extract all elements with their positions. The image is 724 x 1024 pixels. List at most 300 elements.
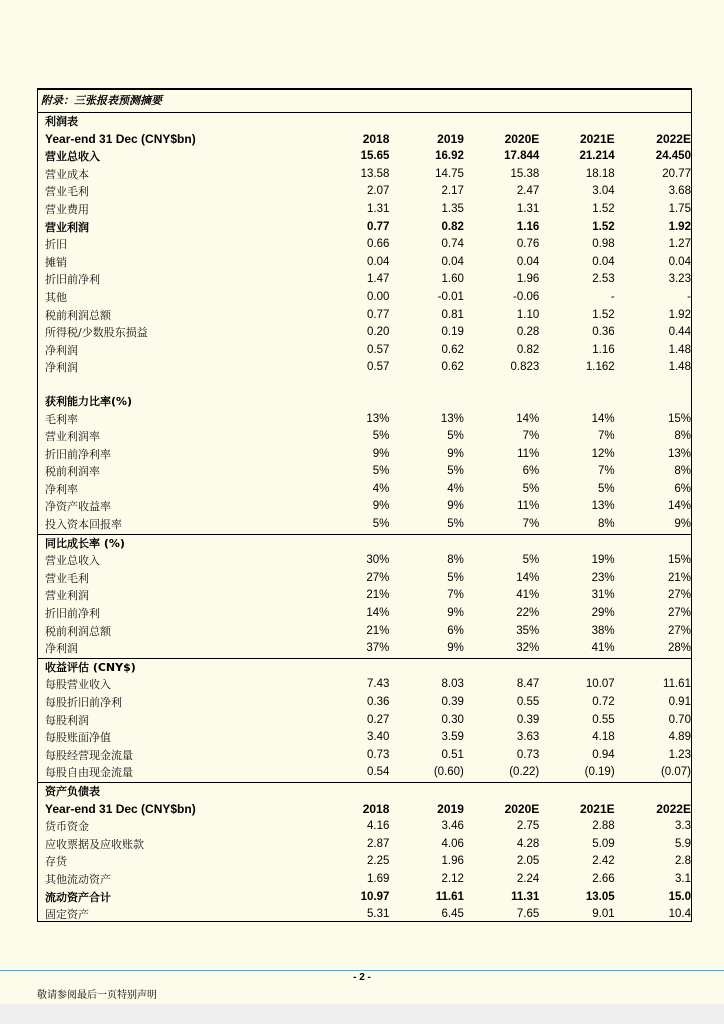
cell-2021e: 0.98 xyxy=(592,238,615,251)
cell-2018: 0.54 xyxy=(367,766,390,779)
cell-2020e: 0.82 xyxy=(516,343,540,356)
cell-2018: 4.16 xyxy=(367,820,390,833)
cell-2022e: 1.92 xyxy=(668,308,691,321)
cell-2022e: 28% xyxy=(667,642,691,655)
table-row xyxy=(38,516,691,534)
cell-2018: 0.36 xyxy=(367,696,390,708)
cell-2022e: 1.23 xyxy=(668,748,691,761)
cell-2018: 2018 xyxy=(362,801,390,816)
cell-2020e: 2020E xyxy=(504,801,540,816)
cell-2020e: 0.28 xyxy=(516,326,540,339)
cell-2020e: 2.75 xyxy=(516,820,540,833)
cell-2021e: 38% xyxy=(591,624,615,637)
cell-2020e: 3.63 xyxy=(516,731,540,744)
cell-2022e: 10.4 xyxy=(668,908,691,921)
table-row xyxy=(38,729,691,747)
table-row xyxy=(38,481,691,499)
cell-2022e: 2.8 xyxy=(674,855,691,868)
cell-2019: 1.35 xyxy=(441,202,464,215)
table-row xyxy=(38,183,691,201)
cell-2019: 0.82 xyxy=(441,220,464,233)
cell-2021e: 1.52 xyxy=(592,202,615,215)
cell-2022e: 27% xyxy=(667,624,691,637)
table-row xyxy=(38,836,691,854)
cell-2018: 21% xyxy=(366,589,390,602)
cell-2020e: 11% xyxy=(517,447,540,460)
cell-2019: 2019 xyxy=(437,801,464,816)
cell-2022e: 3.68 xyxy=(668,185,691,198)
row-label: 每股折旧前净利 xyxy=(45,696,122,709)
table-row xyxy=(38,871,691,889)
cell-2022e: 3.23 xyxy=(668,273,691,286)
footer-divider xyxy=(0,970,724,971)
cell-2021e: 8% xyxy=(598,518,615,531)
cell-2019: 13% xyxy=(440,412,464,425)
cell-2018: 10.97 xyxy=(360,890,390,903)
cell-2022e: 8% xyxy=(674,430,691,443)
cell-2022e: 6% xyxy=(674,482,691,495)
row-label: 同比成长率 (%) xyxy=(45,536,125,550)
cell-2020e: 41% xyxy=(516,589,540,602)
table-row xyxy=(38,640,691,658)
cell-2021e: 1.162 xyxy=(585,361,615,374)
cell-2019: 0.74 xyxy=(441,238,464,251)
section-heading-row xyxy=(38,535,691,553)
cell-2021e: 18.18 xyxy=(585,167,615,180)
table-row xyxy=(38,906,691,924)
cell-2018: 0.73 xyxy=(367,748,390,761)
cell-2021e: 0.04 xyxy=(592,255,615,268)
cell-2018: 1.47 xyxy=(367,273,390,286)
cell-2018: 21% xyxy=(366,624,390,637)
cell-2020e: 11.31 xyxy=(511,890,540,903)
cell-2022e: 0.91 xyxy=(668,696,691,708)
cell-2021e: 4.18 xyxy=(592,731,615,744)
summary-table-frame xyxy=(37,88,692,922)
cell-2018: 2.07 xyxy=(367,185,390,198)
cell-2020e: 22% xyxy=(516,607,540,620)
cell-2022e: 1.48 xyxy=(668,343,691,356)
cell-2018: 30% xyxy=(366,554,390,567)
cell-2022e: 1.75 xyxy=(668,202,691,215)
row-label: 货币资金 xyxy=(45,820,89,834)
bottom-band xyxy=(0,1004,724,1024)
cell-2021e: 12% xyxy=(591,447,615,460)
cell-2018: 9% xyxy=(372,500,390,513)
row-label: 流动资产合计 xyxy=(45,890,111,904)
cell-2018: 5% xyxy=(372,465,390,478)
cell-2021e: 41% xyxy=(591,642,615,655)
cell-2018: 0.66 xyxy=(367,238,390,251)
cell-2021e: 5% xyxy=(598,482,615,495)
cell-2018: 0.77 xyxy=(367,308,390,321)
cell-2020e: 4.28 xyxy=(516,837,540,850)
cell-2022e: 5.9 xyxy=(674,837,691,850)
table-section xyxy=(38,535,691,659)
row-label: 毛利率 xyxy=(45,412,78,426)
row-label: 应收票据及应收账款 xyxy=(45,837,144,851)
disclaimer-text: 敬请参阅最后一页特别声明 xyxy=(37,990,157,1001)
row-label: 其他流动资产 xyxy=(45,872,111,886)
row-label: 营业费用 xyxy=(45,202,89,216)
cell-2018: 2.25 xyxy=(367,855,390,868)
cell-2022e: 2022E xyxy=(656,131,691,146)
cell-2018: 15.65 xyxy=(360,150,390,163)
cell-2021e: 1.52 xyxy=(592,220,615,233)
cell-2019: 6% xyxy=(447,624,464,637)
cell-2020e: 1.96 xyxy=(516,273,540,286)
cell-2022e: 13% xyxy=(667,447,691,460)
cell-2018: 4% xyxy=(372,482,390,495)
cell-2021e: 14% xyxy=(591,412,615,425)
cell-2018: 3.40 xyxy=(367,731,390,744)
cell-2018: 5% xyxy=(372,518,390,531)
table-row xyxy=(38,747,691,765)
cell-2022e: 21% xyxy=(667,571,691,584)
row-label: 营业利润 xyxy=(45,220,89,234)
cell-2021e: 2021E xyxy=(579,131,615,146)
cell-2022e: 24.450 xyxy=(655,150,691,163)
cell-2021e: 5.09 xyxy=(592,837,615,850)
cell-2022e: (0.07) xyxy=(660,766,691,779)
cell-2019: 2019 xyxy=(437,131,464,146)
cell-2021e: 0.94 xyxy=(592,748,615,761)
cell-2020e: 5% xyxy=(522,482,540,495)
cell-2018: 0.04 xyxy=(367,255,390,268)
cell-2021e: 9.01 xyxy=(592,908,615,921)
row-label: 固定资产 xyxy=(45,908,89,922)
cell-2019: 6.45 xyxy=(441,908,464,921)
cell-2019: 16.92 xyxy=(435,150,464,163)
table-row xyxy=(38,587,691,605)
cell-2019: 7% xyxy=(447,589,464,602)
table-row xyxy=(38,324,691,342)
cell-2020e: 0.39 xyxy=(516,713,540,726)
cell-2021e: (0.19) xyxy=(584,766,615,779)
row-label: 净资产收益率 xyxy=(45,500,111,514)
cell-2021e: 19% xyxy=(591,554,615,567)
row-label: 摊销 xyxy=(45,255,67,269)
table-row xyxy=(38,889,691,907)
table-row xyxy=(38,570,691,588)
cell-2022e: 1.27 xyxy=(668,238,691,251)
row-label: 净利润 xyxy=(45,361,78,375)
cell-2020e: 35% xyxy=(516,624,540,637)
cell-2020e: -0.06 xyxy=(513,290,540,303)
section-heading-row xyxy=(38,113,691,131)
cell-2020e: 7% xyxy=(522,518,540,531)
row-label: 净利率 xyxy=(45,482,78,496)
table-row xyxy=(38,411,691,429)
table-row xyxy=(38,428,691,446)
cell-2019: 3.46 xyxy=(441,820,464,833)
cell-2019: -0.01 xyxy=(437,290,464,303)
cell-2019: 8% xyxy=(447,554,464,567)
table-row xyxy=(38,853,691,871)
table-row xyxy=(38,377,691,393)
cell-2020e: 1.16 xyxy=(516,220,540,233)
cell-2021e: - xyxy=(610,290,615,303)
table-row xyxy=(38,271,691,289)
cell-2021e: 7% xyxy=(598,465,615,478)
cell-2020e: 15.38 xyxy=(510,167,540,180)
row-label: 营业毛利 xyxy=(45,185,89,199)
cell-2020e: 1.10 xyxy=(516,308,540,321)
cell-2022e: 14% xyxy=(667,500,691,513)
cell-2018: 0.00 xyxy=(367,290,390,303)
cell-2019: 4.06 xyxy=(441,837,464,850)
cell-2022e: 8% xyxy=(674,465,691,478)
cell-2018: 13.58 xyxy=(360,167,390,180)
cell-2018: 13% xyxy=(366,412,390,425)
cell-2018: 0.77 xyxy=(367,220,390,233)
page-title: 附录：三张报表预测摘要 xyxy=(38,90,691,113)
cell-2021e: 0.72 xyxy=(592,696,615,708)
cell-2019: 2.17 xyxy=(441,185,464,198)
cell-2021e: 2021E xyxy=(579,801,615,816)
row-label: 所得税/少数股东损益 xyxy=(45,326,148,340)
cell-2022e: 27% xyxy=(667,607,691,620)
cell-2021e: 7% xyxy=(598,430,615,443)
cell-2018: 5% xyxy=(372,430,390,443)
cell-2021e: 13.05 xyxy=(585,890,615,903)
row-label: 折旧 xyxy=(45,238,67,252)
cell-2019: 9% xyxy=(447,500,464,513)
cell-2019: 5% xyxy=(447,430,464,443)
cell-2019: 9% xyxy=(447,642,464,655)
cell-2020e: 32% xyxy=(516,642,540,655)
cell-2021e: 29% xyxy=(591,607,615,620)
row-label: 营业总收入 xyxy=(45,150,100,164)
cell-2022e: 1.48 xyxy=(668,361,691,374)
table-header-row xyxy=(38,131,691,149)
cell-2019: 14.75 xyxy=(435,167,464,180)
table-sections xyxy=(38,113,691,924)
table-row xyxy=(38,498,691,516)
cell-2019: 0.62 xyxy=(441,361,464,374)
table-row xyxy=(38,463,691,481)
cell-2020e: 7% xyxy=(522,430,540,443)
cell-2019: 5% xyxy=(447,518,464,531)
cell-2020e: 0.823 xyxy=(510,361,540,374)
table-section xyxy=(38,659,691,783)
table-row xyxy=(38,166,691,184)
row-label: 折旧前净利 xyxy=(45,273,100,287)
cell-2021e: 10.07 xyxy=(585,678,615,691)
cell-2019: 11.61 xyxy=(435,890,464,903)
cell-2018: 0.57 xyxy=(367,361,390,374)
row-label: 营业成本 xyxy=(45,167,89,181)
cell-2021e: 2.88 xyxy=(592,820,615,833)
cell-2021e: 3.04 xyxy=(592,185,615,198)
cell-2022e: 15% xyxy=(667,412,691,425)
row-label: 税前利润总额 xyxy=(45,308,111,322)
cell-2020e: 6% xyxy=(522,465,540,478)
cell-2020e: 17.844 xyxy=(504,150,540,163)
cell-2018: 1.31 xyxy=(367,202,390,215)
cell-2022e: 3.3 xyxy=(674,820,691,833)
cell-2020e: 7.65 xyxy=(516,908,540,921)
table-row xyxy=(38,307,691,325)
row-label: 投入资本回报率 xyxy=(45,518,122,532)
cell-2019: (0.60) xyxy=(433,766,464,779)
cell-2020e: 1.31 xyxy=(516,202,540,215)
table-row xyxy=(38,818,691,836)
cell-2021e: 1.52 xyxy=(592,308,615,321)
cell-2019: 1.60 xyxy=(441,273,464,286)
cell-2022e: 1.92 xyxy=(668,220,691,233)
cell-2020e: 0.04 xyxy=(516,255,540,268)
cell-2022e: 3.1 xyxy=(674,872,691,885)
cell-2018: 27% xyxy=(366,571,390,584)
cell-2022e: - xyxy=(687,290,691,303)
row-label: 净利润 xyxy=(45,642,78,656)
cell-2019: 8.03 xyxy=(441,678,464,691)
cell-2021e: 0.36 xyxy=(592,326,615,339)
cell-2022e: 20.77 xyxy=(662,167,691,180)
cell-2019: 5% xyxy=(447,571,464,584)
cell-2021e: 0.55 xyxy=(592,713,615,726)
page-number: - 2 - xyxy=(353,972,371,983)
cell-2019: 9% xyxy=(447,607,464,620)
cell-2019: 1.96 xyxy=(441,855,464,868)
section-heading-row xyxy=(38,393,691,411)
cell-2019: 0.04 xyxy=(441,255,464,268)
row-label: 每股营业收入 xyxy=(45,678,111,692)
cell-2021e: 31% xyxy=(591,589,615,602)
row-label: 营业毛利 xyxy=(45,571,89,585)
row-label: 收益评估 (CNY$) xyxy=(45,660,136,674)
cell-2021e: 21.214 xyxy=(579,150,615,163)
table-row xyxy=(38,219,691,237)
table-row xyxy=(38,201,691,219)
table-section xyxy=(38,113,691,535)
cell-2019: 4% xyxy=(447,482,464,495)
section-heading-row xyxy=(38,783,691,801)
row-label: 资产负债表 xyxy=(45,784,100,798)
cell-2022e: 27% xyxy=(667,589,691,602)
table-row xyxy=(38,764,691,782)
row-label: 每股经营现金流量 xyxy=(45,748,133,762)
cell-2020e: (0.22) xyxy=(509,766,540,779)
cell-2020e: 11% xyxy=(517,500,540,513)
cell-2022e: 9% xyxy=(674,518,691,531)
cell-2019: 0.62 xyxy=(441,343,464,356)
cell-2020e: 5% xyxy=(522,554,540,567)
cell-2018: 14% xyxy=(366,607,390,620)
table-row xyxy=(38,148,691,166)
row-label: 营业总收入 xyxy=(45,554,100,568)
table-row xyxy=(38,552,691,570)
cell-2021e: 1.16 xyxy=(592,343,615,356)
table-row xyxy=(38,605,691,623)
cell-2018: 5.31 xyxy=(367,908,390,921)
row-label: 折旧前净利 xyxy=(45,607,100,621)
cell-2020e: 0.55 xyxy=(516,696,540,708)
table-row xyxy=(38,446,691,464)
cell-2019: 9% xyxy=(447,447,464,460)
cell-2021e: 2.53 xyxy=(592,273,615,286)
table-row xyxy=(38,712,691,730)
cell-2022e: 0.44 xyxy=(668,326,691,339)
cell-2021e: 13% xyxy=(591,500,615,513)
cell-2018: 2.87 xyxy=(367,837,390,850)
row-label: 其他 xyxy=(45,290,67,304)
cell-2022e: 4.89 xyxy=(668,731,691,744)
cell-2019: 0.30 xyxy=(441,713,464,726)
cell-2020e: 0.76 xyxy=(516,238,540,251)
table-row xyxy=(38,359,691,377)
cell-2022e: 11.61 xyxy=(663,678,691,691)
cell-2022e: 2022E xyxy=(656,801,691,816)
cell-2020e: 2020E xyxy=(504,131,540,146)
cell-2019: 0.81 xyxy=(441,308,464,321)
cell-2021e: 23% xyxy=(591,571,615,584)
row-label: 税前利润率 xyxy=(45,465,100,479)
cell-2020e: 2.05 xyxy=(516,855,540,868)
cell-2020e: 2.47 xyxy=(516,185,540,198)
table-row xyxy=(38,289,691,307)
row-label: 获利能力比率(%) xyxy=(45,394,133,408)
row-label: Year-end 31 Dec (CNY$bn) xyxy=(45,131,196,146)
row-label: 利润表 xyxy=(45,115,78,128)
cell-2021e: 2.42 xyxy=(592,855,615,868)
cell-2019: 0.39 xyxy=(441,696,464,708)
cell-2020e: 0.73 xyxy=(516,748,540,761)
row-label: 营业利润率 xyxy=(45,430,100,444)
cell-2019: 2.12 xyxy=(441,872,464,885)
cell-2022e: 0.70 xyxy=(668,713,691,726)
table-row xyxy=(38,623,691,641)
cell-2019: 0.19 xyxy=(441,326,464,339)
table-row xyxy=(38,694,691,712)
table-row xyxy=(38,236,691,254)
table-row xyxy=(38,342,691,360)
cell-2019: 5% xyxy=(447,465,464,478)
cell-2020e: 14% xyxy=(516,571,540,584)
row-label: 存货 xyxy=(45,855,67,869)
row-label: 折旧前净利率 xyxy=(45,447,111,461)
cell-2018: 1.69 xyxy=(367,872,390,885)
row-label: 每股账面净值 xyxy=(45,731,111,745)
row-label: 净利润 xyxy=(45,343,78,357)
row-label: 税前利润总额 xyxy=(45,624,111,638)
cell-2018: 9% xyxy=(372,447,390,460)
row-label: Year-end 31 Dec (CNY$bn) xyxy=(45,801,196,816)
cell-2018: 0.57 xyxy=(367,343,390,356)
cell-2022e: 0.04 xyxy=(668,255,691,268)
cell-2018: 37% xyxy=(366,642,390,655)
table-section xyxy=(38,783,691,924)
cell-2019: 3.59 xyxy=(441,731,464,744)
cell-2018: 7.43 xyxy=(367,678,390,691)
section-heading-row xyxy=(38,659,691,677)
cell-2021e: 2.66 xyxy=(592,872,615,885)
cell-2022e: 15% xyxy=(667,554,691,567)
cell-2018: 2018 xyxy=(362,131,390,146)
cell-2018: 0.20 xyxy=(367,326,390,339)
table-row xyxy=(38,254,691,272)
cell-2019: 0.51 xyxy=(441,748,464,761)
cell-2022e: 15.0 xyxy=(668,890,691,903)
table-row xyxy=(38,676,691,694)
table-header-row xyxy=(38,801,691,819)
cell-2020e: 8.47 xyxy=(516,678,540,691)
row-label: 每股利润 xyxy=(45,713,89,727)
cell-2020e: 14% xyxy=(516,412,540,425)
row-label: 营业利润 xyxy=(45,589,89,603)
cell-2018: 0.27 xyxy=(367,713,390,726)
